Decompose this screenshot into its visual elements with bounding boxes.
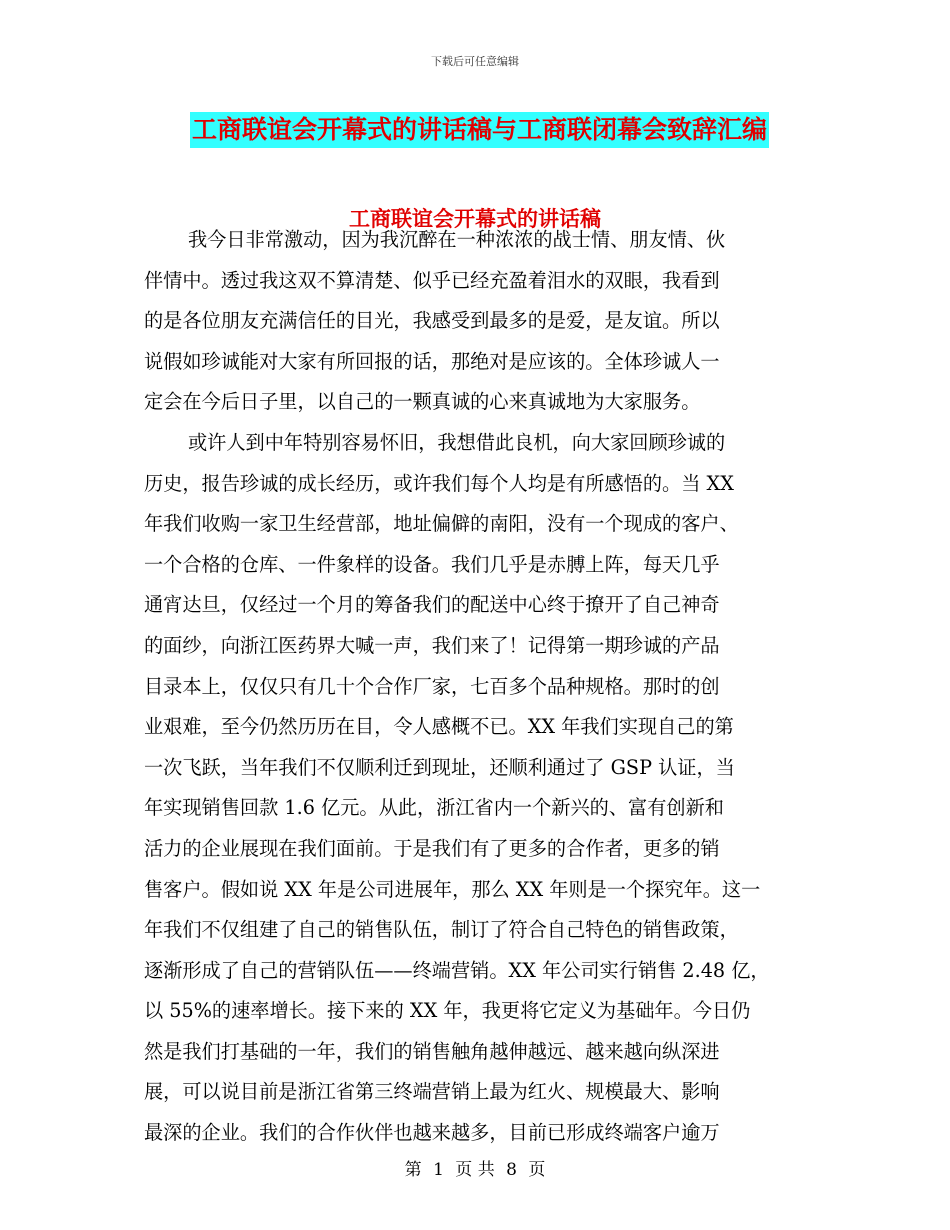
document-title: 工商联谊会开幕式的讲话稿与工商联闭幕会致辞汇编: [190, 112, 769, 148]
text-line: 说假如珍诚能对大家有所回报的话，那绝对是应该的。全体珍诚人一: [144, 349, 720, 373]
text-line: 然是我们打基础的一年，我们的销售触角越伸越远、越来越向纵深进: [144, 1039, 720, 1063]
text-line: 一个合格的仓库、一件象样的设备。我们几乎是赤膊上阵，每天几乎: [144, 552, 720, 576]
total-pages: 8: [506, 1160, 517, 1180]
text-line: 我今日非常激动，因为我沉醉在一种浓浓的战士情、朋友情、伙: [188, 228, 726, 251]
text-line: 逐渐形成了自己的营销队伍——终端营销。XX 年公司实行销售 2.48 亿，: [144, 958, 770, 982]
page-number: 1: [433, 1160, 444, 1180]
text-line: 历史，报告珍诚的成长经历，或许我们每个人均是有所感悟的。当 XX: [144, 471, 734, 495]
footer-label-mid: 页 共: [455, 1160, 495, 1180]
header-note: 下载后可任意编辑: [431, 55, 519, 68]
text-line: 活力的企业展现在我们面前。于是我们有了更多的合作者，更多的销: [144, 836, 720, 860]
footer-label-after: 页: [528, 1160, 546, 1180]
text-line: 目录本上，仅仅只有几十个合作厂家，七百多个品种规格。那时的创: [144, 674, 720, 698]
text-line: 或许人到中年特别容易怀旧，我想借此良机，向大家回顾珍诚的: [188, 430, 726, 454]
text-line: 定会在今后日子里，以自己的一颗真诚的心来真诚地为大家服务。: [144, 390, 701, 414]
text-line: 最深的企业。我们的合作伙伴也越来越多，目前已形成终端客户逾万: [144, 1121, 720, 1145]
text-line: 伴情中。透过我这双不算清楚、似乎已经充盈着泪水的双眼，我看到: [144, 268, 720, 292]
section-title: 工商联谊会开幕式的讲话稿: [349, 207, 601, 231]
text-line: 年我们不仅组建了自己的销售队伍，制订了符合自己特色的销售政策，: [144, 918, 739, 942]
body-text: [144, 220, 824, 1154]
text-line: 的是各位朋友充满信任的目光，我感受到最多的是爱，是友谊。所以: [144, 309, 720, 333]
text-line: 通宵达旦，仅经过一个月的筹备我们的配送中心终于撩开了自己神奇: [144, 593, 720, 617]
text-line: 年我们收购一家卫生经营部，地址偏僻的南阳，没有一个现成的客户、: [144, 512, 739, 536]
text-line: 一次飞跃，当年我们不仅顺利迁到现址，还顺利通过了 GSP 认证，当: [144, 755, 735, 779]
page-footer: [0, 1155, 950, 1180]
footer-label-before: 第: [404, 1160, 422, 1180]
text-line: 业艰难，至今仍然历历在目，令人感概不已。XX 年我们实现自己的第: [144, 715, 734, 739]
text-line: 售客户。假如说 XX 年是公司进展年，那么 XX 年则是一个探究年。这一: [144, 877, 761, 901]
text-line: 的面纱，向浙江医药界大喊一声，我们来了！记得第一期珍诚的产品: [144, 633, 720, 657]
text-line: 年实现销售回款 1.6 亿元。从此，浙江省内一个新兴的、富有创新和: [144, 796, 724, 820]
text-line: 以 55%的速率增长。接下来的 XX 年，我更将它定义为基础年。今日仍: [144, 999, 751, 1023]
text-line: 展，可以说目前是浙江省第三终端营销上最为红火、规模最大、影响: [144, 1080, 720, 1104]
